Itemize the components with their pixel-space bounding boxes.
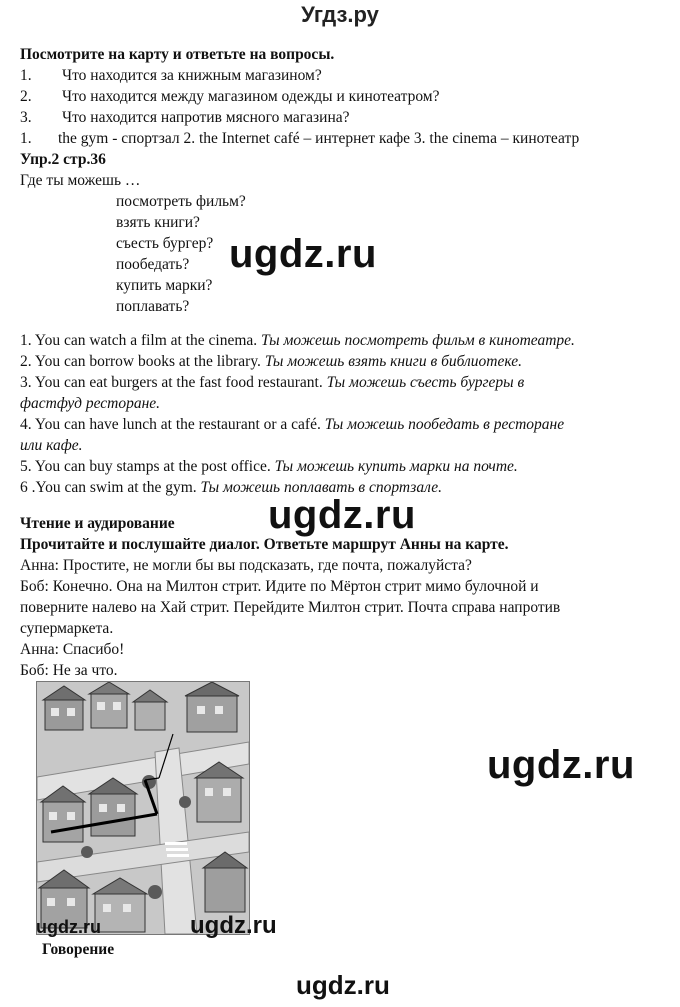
question-number: 1. xyxy=(20,67,32,84)
dialog-line: Боб: Конечно. Она на Милтон стрит. Идите по Мёртон стрит мимо булочной и xyxy=(20,578,539,595)
dialog-line: супермаркета. xyxy=(20,620,114,637)
ex2-option: взять книги? xyxy=(116,214,200,231)
answer-number: 1. xyxy=(20,130,32,147)
ex2-answer-5 xyxy=(20,457,518,477)
dialog-line: поверните налево на Хай стрит. Перейдите Милтон стрит. Почта справа напротив xyxy=(20,599,561,616)
dialog-line: Боб: Не за что. xyxy=(20,662,118,679)
ex2-option: купить марки? xyxy=(116,277,213,294)
ex2-intro: Где ты можешь … xyxy=(20,172,141,189)
ex2-option: посмотреть фильм? xyxy=(116,193,246,210)
question-text: Что находится напротив мясного магазина? xyxy=(62,109,350,126)
watermark: ugdz.ru xyxy=(268,493,416,537)
question-text: Что находится между магазином одежды и кинотеатром? xyxy=(62,88,440,105)
task1-heading: Посмотрите на карту и ответьте на вопросы. xyxy=(20,46,335,63)
answer-ru: Ты можешь купить марки на почте. xyxy=(274,458,518,475)
task1-question-2 xyxy=(20,87,439,107)
answer-en: 4. You can have lunch at the restaurant or a café. xyxy=(20,416,325,433)
ex2-option: съесть бургер? xyxy=(116,235,214,252)
answer-ru: Ты можешь взять книги в библиотеке. xyxy=(264,353,522,370)
watermark: ugdz.ru xyxy=(36,917,101,937)
watermark: ugdz.ru xyxy=(229,232,377,276)
question-number: 3. xyxy=(20,109,32,126)
answer-en: 3. You can eat burgers at the fast food restaurant. xyxy=(20,374,327,391)
answer-ru: Ты можешь съесть бургеры в xyxy=(326,374,525,391)
site-title: Угдз.ру xyxy=(301,2,379,27)
watermark: ugdz.ru xyxy=(190,912,277,939)
dialog-line: Анна: Спасибо! xyxy=(20,641,125,658)
reading-task: Прочитайте и послушайте диалог. Ответьте маршрут Анны на карте. xyxy=(20,536,509,553)
watermark: ugdz.ru xyxy=(487,743,635,787)
answer-ru: Ты можешь поплавать в спортзале. xyxy=(200,479,443,496)
question-text: Что находится за книжным магазином? xyxy=(62,67,322,84)
answer-en: 1. You can watch a film at the cinema. xyxy=(20,332,262,349)
answer-en: 2. You can borrow books at the library. xyxy=(20,353,265,370)
answer-en: 5. You can buy stamps at the post office. xyxy=(20,458,275,475)
answer-text: the gym - спортзал 2. the Internet café – интернет кафе 3. the cinema – кинотеатр xyxy=(58,130,580,147)
dialog-line: Анна: Простите, не могли бы вы подсказать, где почта, пожалуйста? xyxy=(20,557,472,574)
ex2-answer-3-cont: фастфуд ресторане. xyxy=(20,395,161,412)
answer-ru: Ты можешь пообедать в ресторане xyxy=(324,416,565,433)
ex2-answer-4 xyxy=(20,415,564,435)
ex2-answer-4-cont: или кафе. xyxy=(20,437,83,454)
town-map-image xyxy=(36,681,250,935)
reading-heading: Чтение и аудирование xyxy=(20,515,175,532)
answer-en: 6 .You can swim at the gym. xyxy=(20,479,201,496)
question-number: 2. xyxy=(20,88,32,105)
ex2-answer-1 xyxy=(20,331,575,351)
ex2-option: пообедать? xyxy=(116,256,190,273)
ex2-option: поплавать? xyxy=(116,298,190,315)
ex2-heading: Упр.2 стр.36 xyxy=(20,151,106,168)
answer-ru: Ты можешь посмотреть фильм в кинотеатре. xyxy=(261,332,575,349)
task1-question-1 xyxy=(20,66,322,86)
task1-answer xyxy=(20,129,579,149)
task1-question-3 xyxy=(20,108,350,128)
ex2-answer-3 xyxy=(20,373,524,393)
speaking-heading: Говорение xyxy=(42,941,115,958)
ex2-answer-2 xyxy=(20,352,522,372)
watermark: ugdz.ru xyxy=(296,970,390,1000)
